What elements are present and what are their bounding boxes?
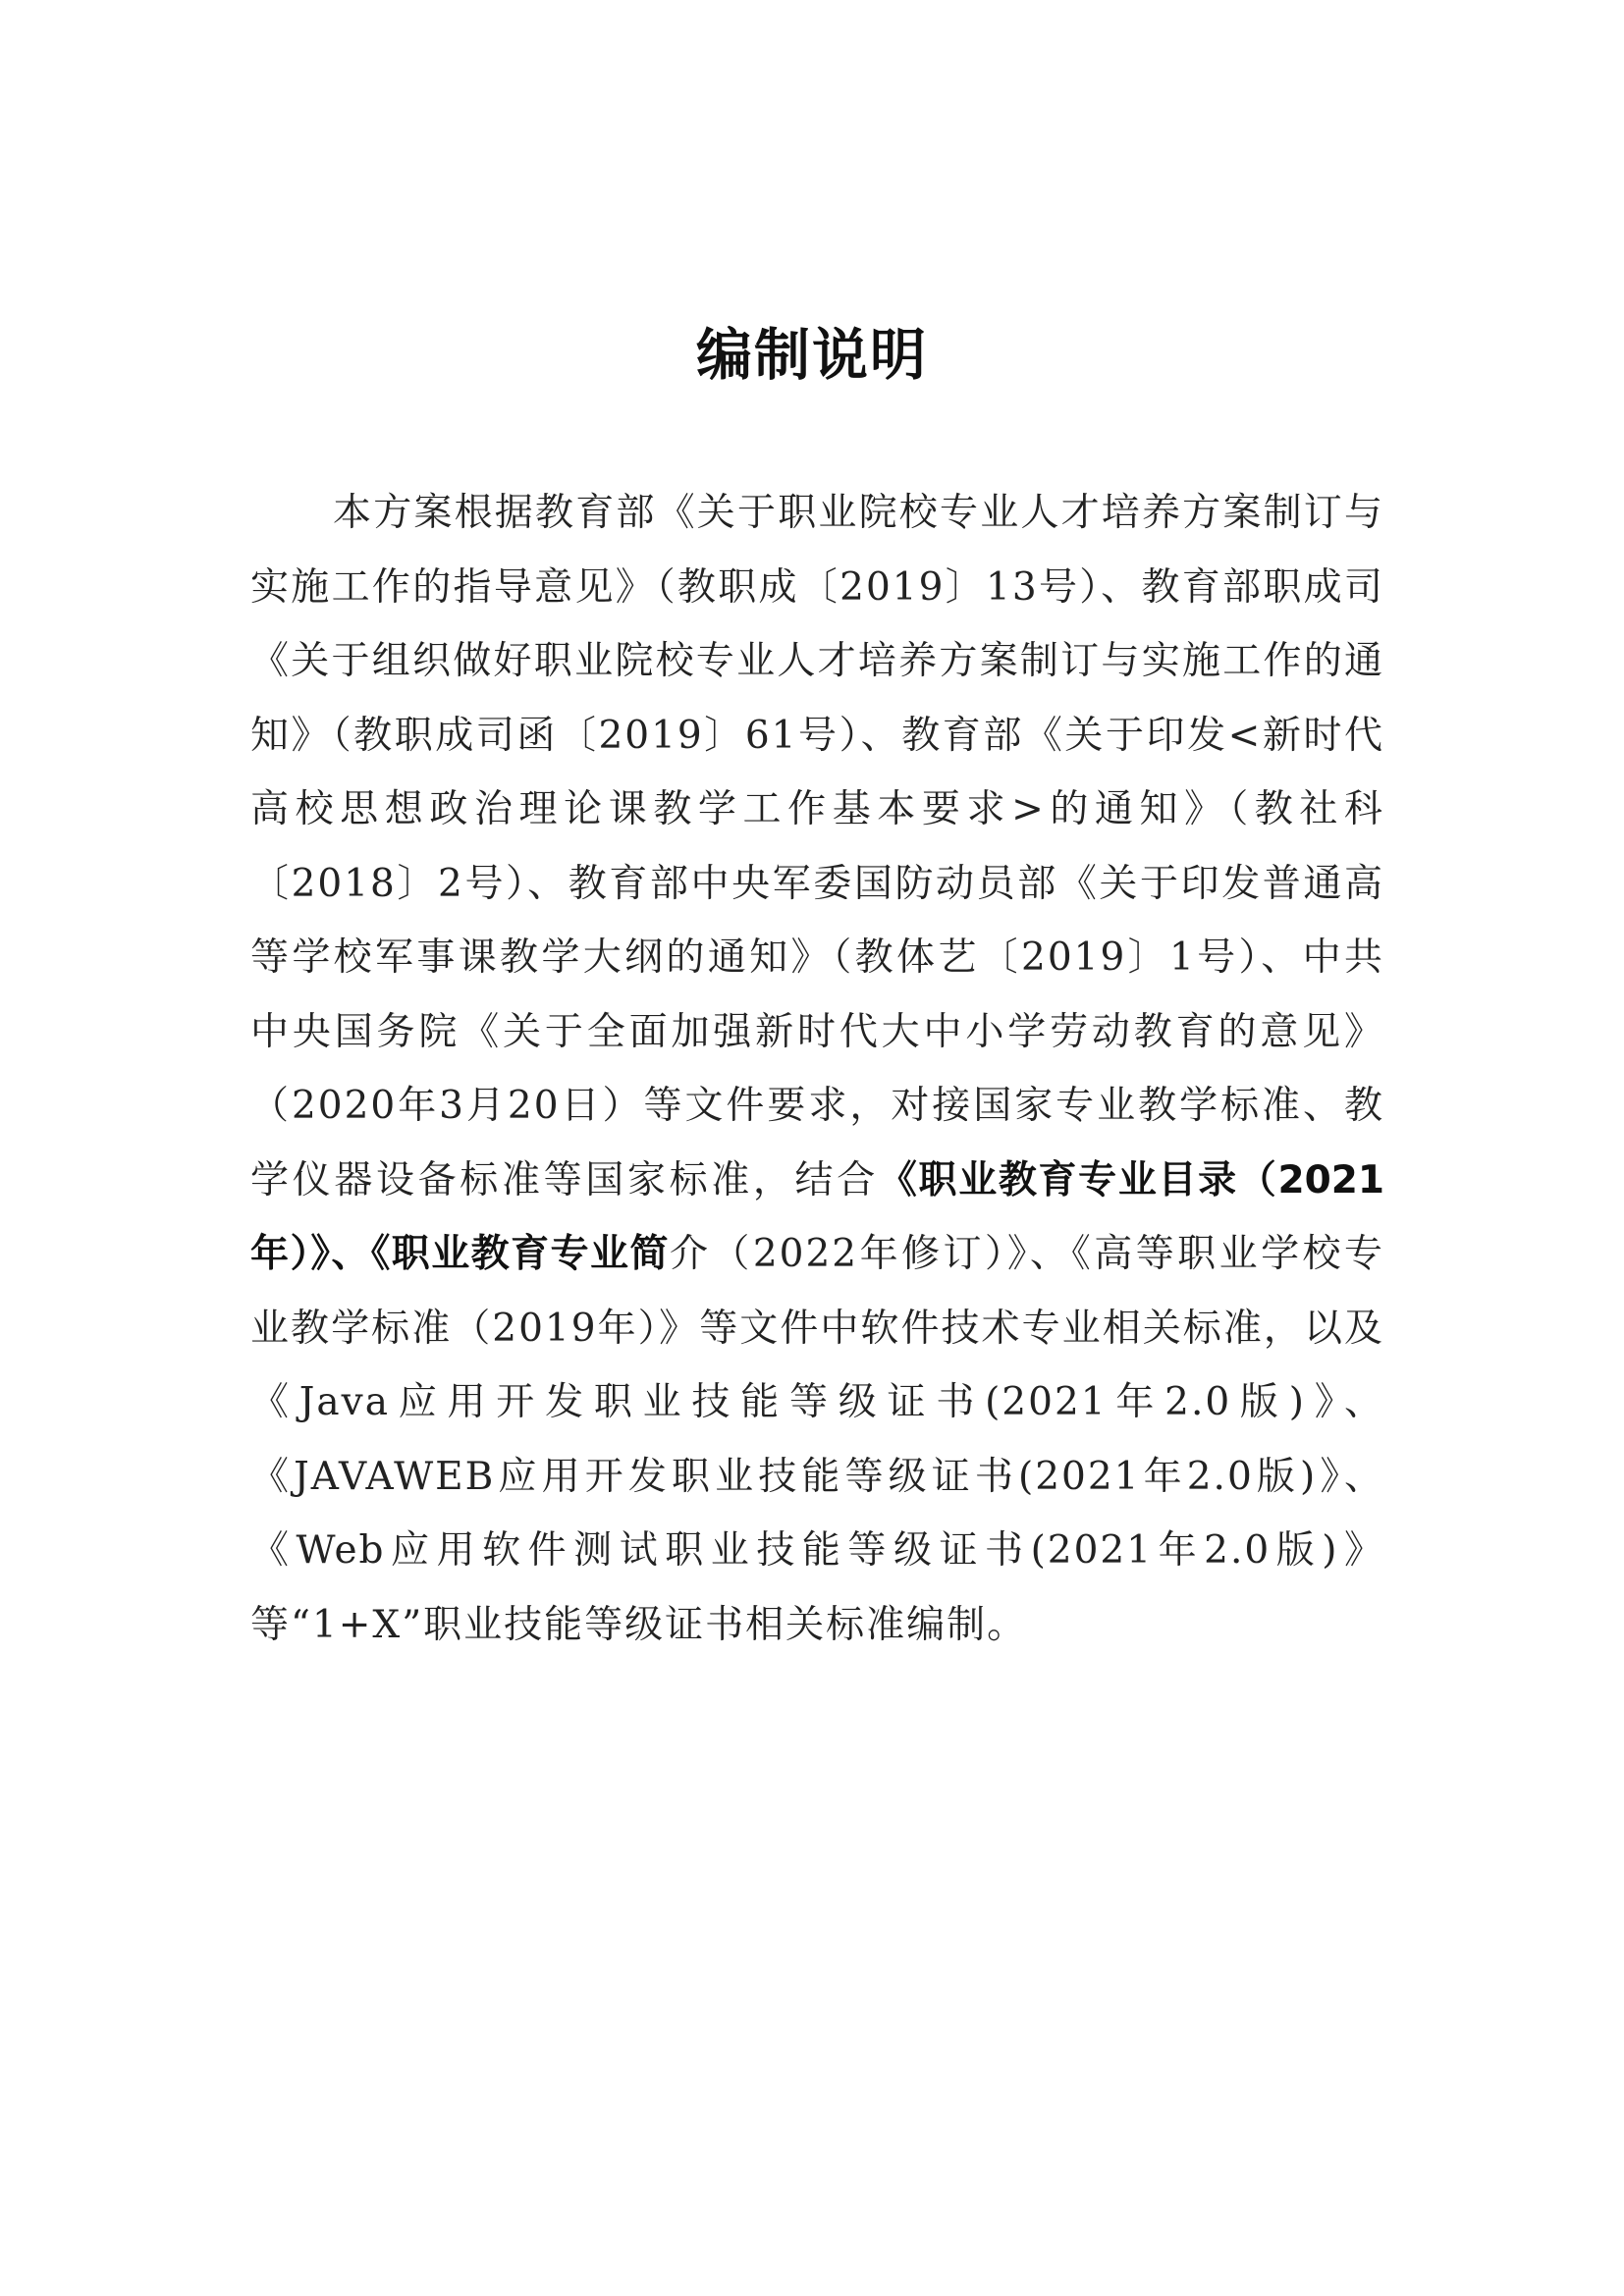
paragraph-text-part2: 介（2022年修订）》、《高等职业学校专业教学标准（2019年）》等文件中软件技术专业相关标准，以及《Java应用开发职业技能等级证书(2021年2.0版)》、《JAVAWEB应用开发职业技能等级证书(2021年2.0版)》、《Web应用软件测试职业技能等级证书(2021年2.0版)》等“1+X”职业技能等级证书相关标准编制。 xyxy=(250,1232,1384,1647)
body-paragraph xyxy=(250,476,1384,1662)
paragraph-emphasis-text: 《职业教育专业目录（2021年）》、《职业教育专业简 xyxy=(250,1157,1384,1276)
page-title: 编制说明 xyxy=(696,323,928,388)
paragraph-text-part1: 本方案根据教育部《关于职业院校专业人才培养方案制订与实施工作的指导意见》（教职成〔2019〕13号）、教育部职成司《关于组织做好职业院校专业人才培养方案制订与实施工作的通知》（教职成司函〔2019〕61号）、教育部《关于印发<新时代高校思想政治理论课教学工作基本要求>的通知》（教社科〔2018〕2号）、教育部中央军委国防动员部《关于印发普通高等学校军事课教学大纲的通知》（教体艺〔2019〕1号）、中共中央国务院《关于全面加强新时代大中小学劳动教育的意见》（2020年3月20日）等文件要求，对接国家专业教学标准、教学仪器设备标准等国家标准，结合 xyxy=(250,491,1384,1202)
